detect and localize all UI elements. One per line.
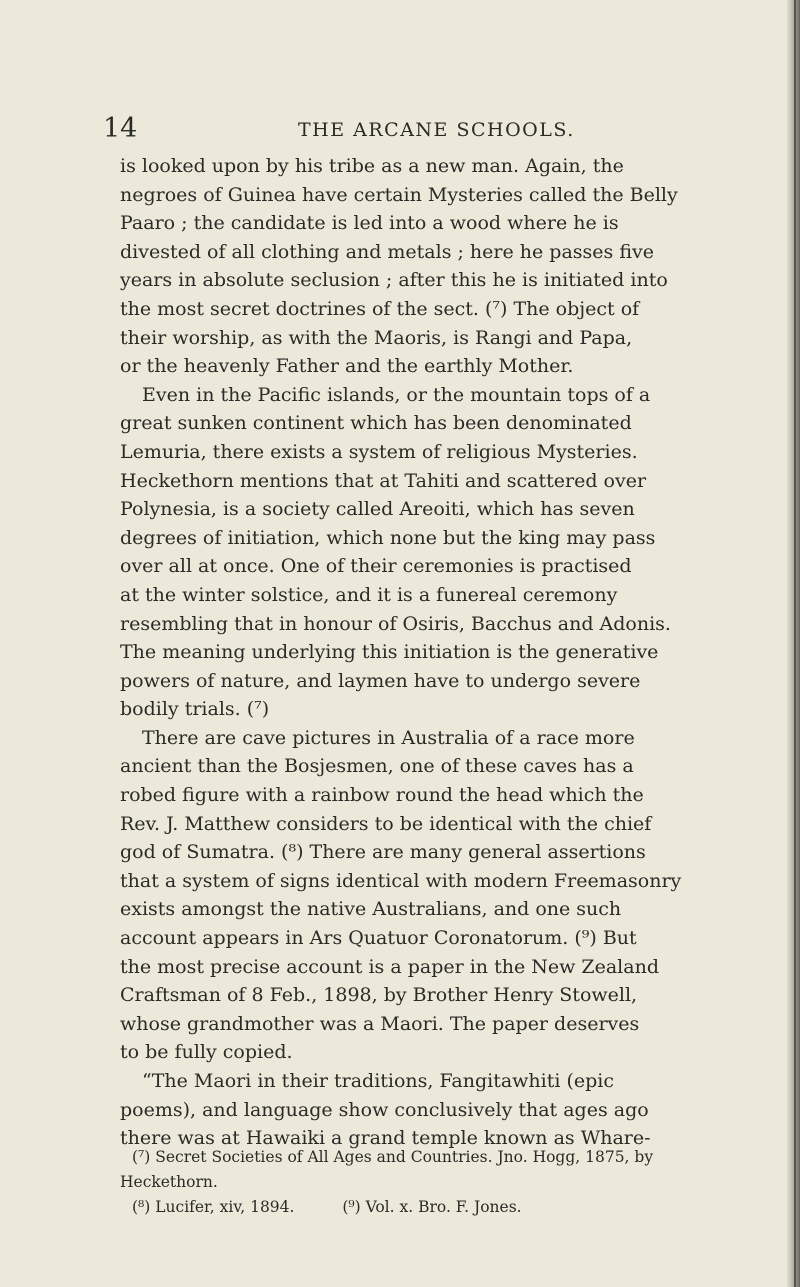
- text-line: bodily trials. (⁷): [120, 698, 270, 721]
- text-line: at the winter solstice, and it is a funereal ceremony: [120, 583, 618, 606]
- running-title: THE ARCANE SCHOOLS.: [298, 119, 575, 141]
- text-line: the most secret doctrines of the sect. (⁷) The object of: [120, 297, 640, 320]
- footnotes: [120, 1145, 780, 1220]
- text-line: their worship, as with the Maoris, is Rangi and Papa,: [120, 326, 633, 349]
- paragraph-start-line: Even in the Pacific islands, or the mountain tops of a: [142, 383, 651, 406]
- text-line: to be fully copied.: [120, 1041, 293, 1064]
- text-line: Lemuria, there exists a system of religious Mysteries.: [120, 440, 638, 463]
- page-number: 14: [103, 113, 138, 144]
- text-line: Paaro ; the candidate is led into a wood where he is: [120, 212, 619, 235]
- text-line: poems), and language show conclusively that ages ago: [120, 1098, 649, 1121]
- text-line: there was at Hawaiki a grand temple known as Whare-: [120, 1127, 651, 1150]
- text-line: that a system of signs identical with modern Freemasonry: [120, 869, 682, 892]
- text-line: ancient than the Bosjesmen, one of these caves has a: [120, 755, 634, 778]
- body-text: [120, 152, 774, 1153]
- text-line: Heckethorn mentions that at Tahiti and scattered over: [120, 469, 647, 492]
- running-head: [100, 114, 780, 144]
- text-line: robed figure with a rainbow round the head which the: [120, 784, 644, 807]
- text-line: Craftsman of 8 Feb., 1898, by Brother Henry Stowell,: [120, 984, 638, 1007]
- text-line: the most precise account is a paper in the New Zealand: [120, 955, 659, 978]
- text-line: degrees of initiation, which none but the king may pass: [120, 526, 656, 549]
- footnote-row: [120, 1195, 780, 1220]
- page-edge-shadow: [786, 0, 800, 1287]
- text-line: over all at once. One of their ceremonies is practised: [120, 555, 632, 578]
- text-line: exists amongst the native Australians, and one such: [120, 898, 622, 921]
- footnote-7-continued: Heckethorn.: [120, 1173, 218, 1191]
- text-line: resembling that in honour of Osiris, Bacchus and Adonis.: [120, 612, 671, 635]
- text-line: negroes of Guinea have certain Mysteries called the Belly: [120, 183, 678, 206]
- text-line: divested of all clothing and metals ; here he passes five: [120, 240, 654, 263]
- text-line: The meaning underlying this initiation is the generative: [120, 641, 659, 664]
- text-line: god of Sumatra. (⁸) There are many general assertions: [120, 841, 646, 864]
- paragraph-start-line: There are cave pictures in Australia of a race more: [142, 726, 635, 749]
- text-line: great sunken continent which has been denominated: [120, 412, 632, 435]
- footnote-9: (⁹) Vol. x. Bro. F. Jones.: [342, 1198, 522, 1216]
- text-line: whose grandmother was a Maori. The paper deserves: [120, 1012, 640, 1035]
- paragraph-start-line: “The Maori in their traditions, Fangitawhiti (epic: [142, 1070, 615, 1092]
- text-line: Polynesia, is a society called Areoiti, which has seven: [120, 498, 635, 521]
- footnote-8: (⁸) Lucifer, xiv, 1894.: [132, 1198, 295, 1216]
- text-line: years in absolute seclusion ; after this he is initiated into: [120, 269, 668, 292]
- text-line: powers of nature, and laymen have to undergo severe: [120, 669, 641, 692]
- footnote-7: (⁷) Secret Societies of All Ages and Countries. Jno. Hogg, 1875, by: [132, 1148, 654, 1166]
- text-line: account appears in Ars Quatuor Coronatorum. (⁹) But: [120, 927, 637, 950]
- text-line: is looked upon by his tribe as a new man. Again, the: [120, 155, 624, 177]
- page-edge-line: [794, 0, 796, 1287]
- text-line: or the heavenly Father and the earthly Mother.: [120, 355, 574, 378]
- text-line: Rev. J. Matthew considers to be identical with the chief: [120, 812, 652, 835]
